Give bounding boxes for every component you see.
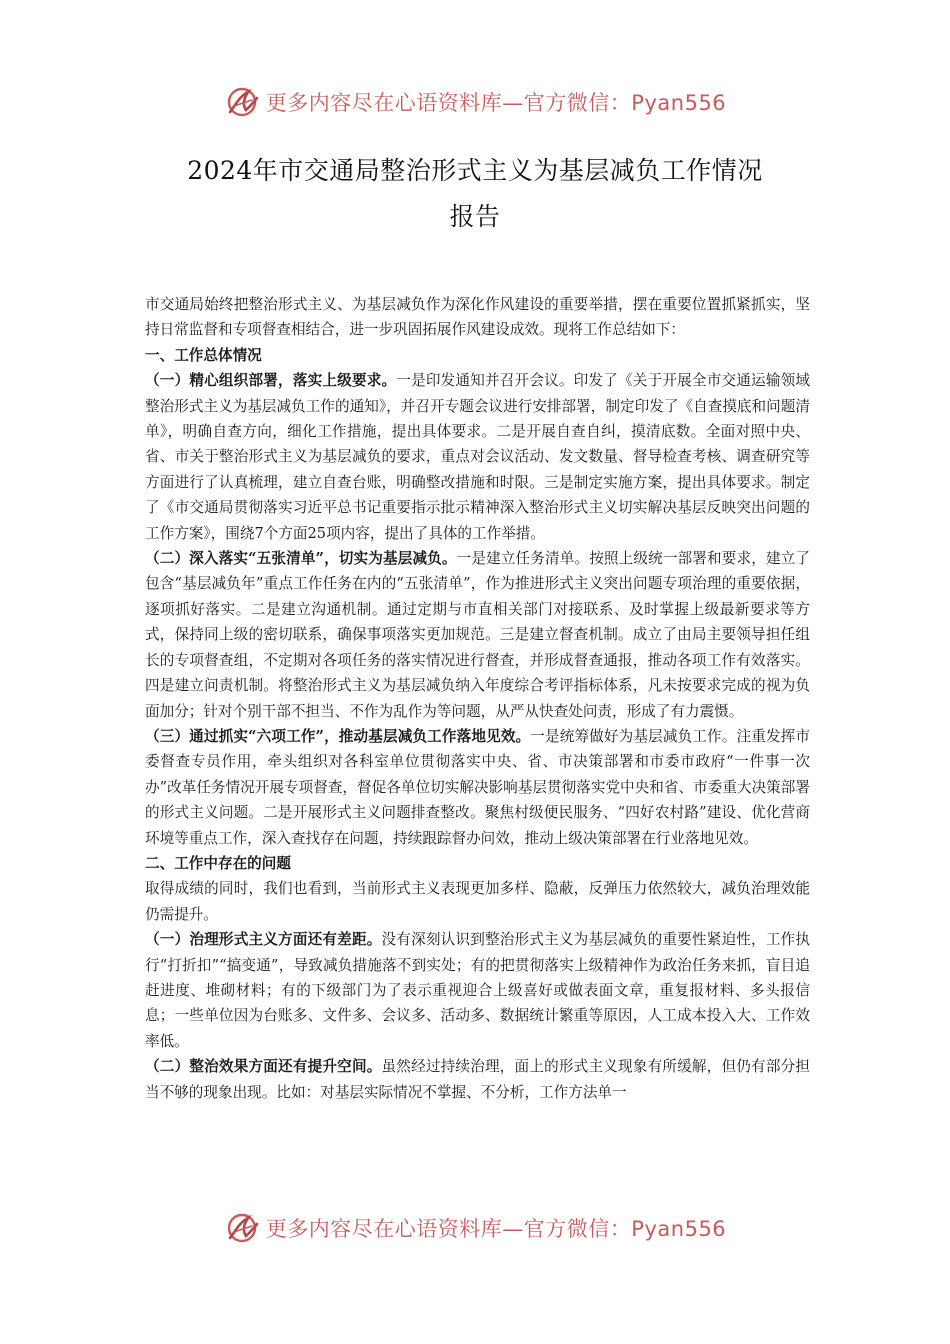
item-body: 虽然经过持续治理，面上的形式主义现象有所缓解，但仍有部分担当不够的现象出现。比如：对基层实际情况不掌握、不分析，工作方法单一 (145, 1058, 810, 1101)
watermark-text: 更多内容尽在心语资料库—官方微信：Pyan556 (265, 91, 727, 115)
item-body: 一是印发通知并召开会议。印发了《关于开展全市交通运输领域整治形式主义为基层减负工作的通知》，并召开专题会议进行安排部署，制定印发了《自查摸底和问题清单》，明确自查方向，细化工作措施，提出具体要求。二是开展自查自纠，摸清底数。全面对照中央、省、市关于整治形式主义为基层减负的要求，重点对会议活动、发文数量、督导检查考核、调查研究等方面进行了认真梳理，建立自查台账，明确整改措施和时限。三是制定实施方案，提出具体要求。制定了《市交通局贯彻落实习近平总书记重要指示批示精神深入整治形式主义切实解决基层反映突出问题的工作方案》，围绕7个方面25项内容，提出了具体的工作举措。 (145, 372, 810, 542)
section-2-item-2 (145, 1054, 810, 1105)
section-2-intro: 取得成绩的同时，我们也看到，当前形式主义表现更加多样、隐蔽，反弹压力依然较大，减负治理效能仍需提升。 (145, 880, 810, 923)
item-lead: （一）精心组织部署，落实上级要求。 (145, 372, 397, 390)
item-body: 一是统筹做好为基层减负工作。注重发挥市委督查专员作用，牵头组织对各科室单位贯彻落实中央、省、市决策部署和市委市政府“一件事一次办”改革任务情况开展专项督查，督促各单位切实解决影响基层贯彻落实党中央和省、市委重大决策部署的形式主义问题。二是开展形式主义问题排查整改。聚焦村级便民服务、“四好农村路”建设、优化营商环境等重点工作，深入查找存在问题，持续跟踪督办问效，推动上级决策部署在行业落地见效。 (145, 727, 810, 847)
item-body: 一是建立任务清单。按照上级统一部署和要求，建立了包含“基层减负年”重点工作任务在内的“五张清单”，作为推进形式主义突出问题专项治理的重要依据，逐项抓好落实。二是建立沟通机制。通过定期与市直相关部门对接联系、及时掌握上级最新要求等方式，保持同上级的密切联系，确保事项落实更加规范。三是建立督查机制。成立了由局主要领导担任组长的专项督查组，不定期对各项任务的落实情况进行督查，并形成督查通报，推动各项工作有效落实。四是建立问责机制。将整治形式主义为基层减负纳入年度综合考评指标体系，凡未按要求完成的视为负面加分；针对个别干部不担当、不作为乱作为等问题，从严从快查处问责，形成了有力震慑。 (145, 550, 810, 720)
section-2-heading: 二、工作中存在的问题 (145, 854, 291, 872)
watermark-text: 更多内容尽在心语资料库—官方微信：Pyan556 (265, 1217, 727, 1241)
document-body (145, 292, 810, 1105)
section-1-item-2 (145, 546, 810, 724)
title-line-2: 报告 (449, 202, 501, 231)
item-lead: （二）深入落实“五张清单”，切实为基层减负。 (145, 550, 457, 568)
item-lead: （二）整治效果方面还有提升空间。 (145, 1058, 382, 1076)
section-2-item-1 (145, 927, 810, 1054)
page-title (100, 148, 850, 240)
watermark-header (0, 82, 950, 122)
section-1-heading: 一、工作总体情况 (145, 346, 262, 364)
intro-paragraph: 市交通局始终把整治形式主义、为基层减负作为深化作风建设的重要举措，摆在重要位置抓紧抓实，坚持日常监督和专项督查相结合，进一步巩固拓展作风建设成效。现将工作总结如下： (145, 296, 810, 339)
section-1-item-3 (145, 724, 810, 851)
title-line-1: 2024年市交通局整治形式主义为基层减负工作情况 (187, 156, 763, 185)
item-lead: （三）通过抓实“六项工作”，推动基层减负工作落地见效。 (145, 727, 531, 745)
section-1-item-1 (145, 368, 810, 546)
watermark-footer (0, 1208, 950, 1248)
signature-logo-icon (224, 1210, 260, 1246)
item-body: 没有深刻认识到整治形式主义为基层减负的重要性紧迫性，工作执行“打折扣”“搞变通”，导致减负措施落不到实处；有的把贯彻落实上级精神作为政治任务来抓，盲目追赶进度、堆砌材料；有的下级部门为了表示重视迎合上级喜好或做表面文章，重复报材料、多头报信息；一些单位因为台账多、文件多、会议多、活动多、数据统计繁重等原因，人工成本投入大、工作效率低。 (145, 931, 810, 1050)
item-lead: （一）治理形式主义方面还有差距。 (145, 931, 382, 949)
signature-logo-icon (224, 84, 260, 120)
